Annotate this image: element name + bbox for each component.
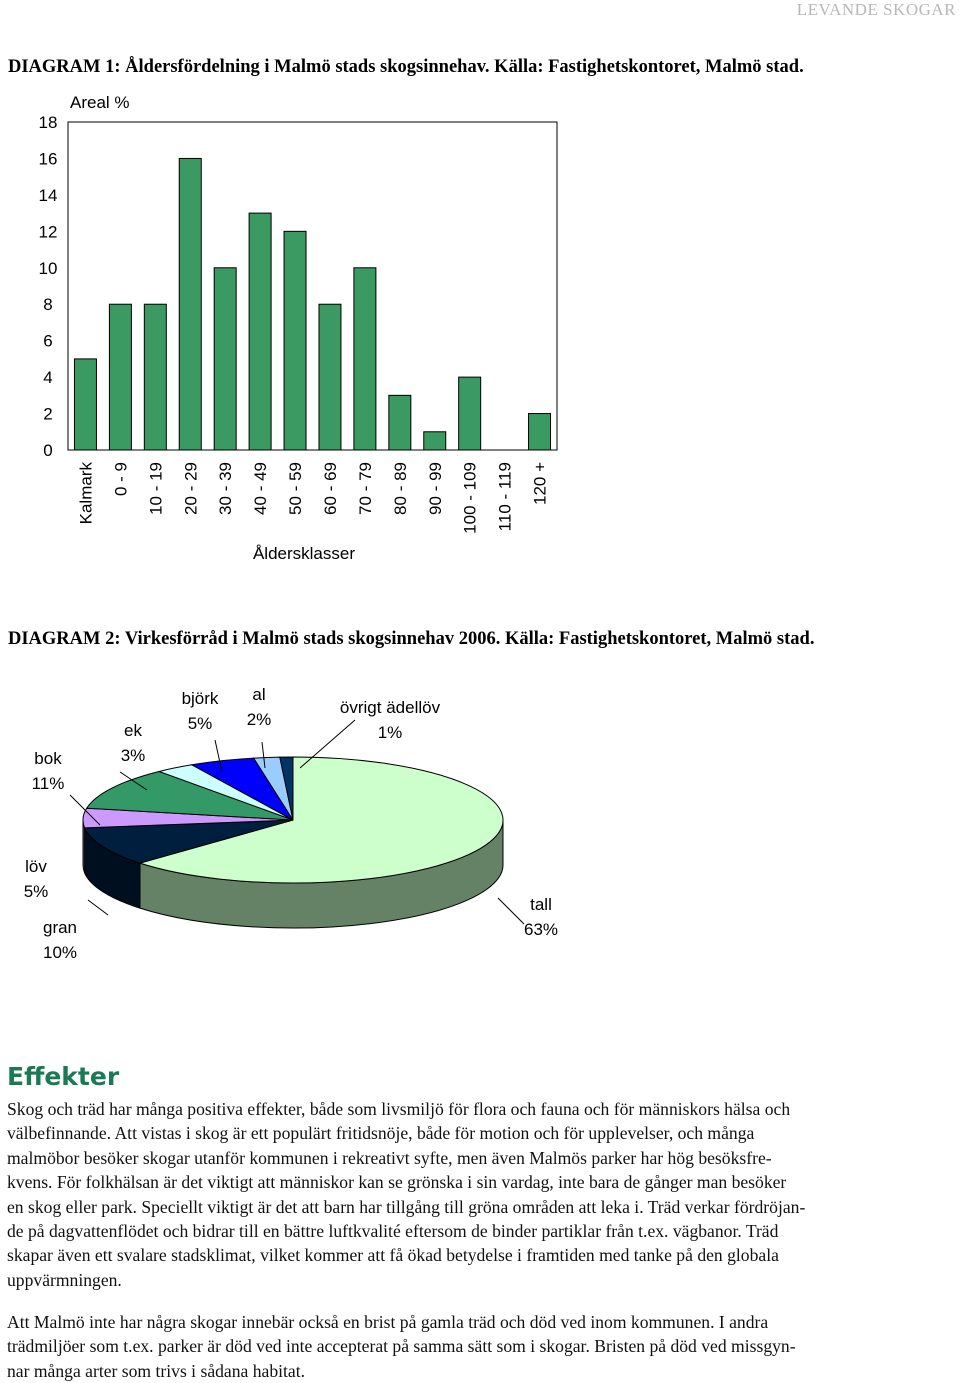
y-tick-label: 0 xyxy=(43,441,53,460)
bar-10 xyxy=(424,432,446,450)
x-tick-label: 60 - 69 xyxy=(320,462,340,515)
bar-9 xyxy=(389,395,411,450)
plot-area-frame xyxy=(68,122,557,450)
x-tick-label: Kalmark xyxy=(76,462,96,525)
x-tick-label: 110 - 119 xyxy=(495,462,515,532)
bar-6 xyxy=(284,231,306,450)
pie-label-pct: 10% xyxy=(42,943,78,962)
paragraph-line: en skog eller park. Speciellt viktigt är det att barn har tillgång till gröna områden att leka i. Träd verkar fördröjan- xyxy=(7,1196,806,1217)
y-tick-label: 16 xyxy=(38,149,58,169)
bar-0 xyxy=(74,359,96,450)
timber-stock-pie-chart xyxy=(0,670,960,1000)
pie-label-pct: 3% xyxy=(120,746,146,765)
x-tick-label: 90 - 99 xyxy=(425,462,445,515)
x-axis-label: Åldersklasser xyxy=(252,544,356,563)
paragraph-2 xyxy=(7,1310,953,1383)
x-tick-label: 50 - 59 xyxy=(286,462,306,515)
bar-1 xyxy=(109,304,131,450)
paragraph-1 xyxy=(7,1097,953,1292)
paragraph-line: Skog och träd har många positiva effekter, både som livsmiljö för flora och fauna och för människors hälsa och xyxy=(7,1099,791,1119)
leader-line xyxy=(88,900,108,915)
bar-13 xyxy=(529,414,551,450)
bar-3 xyxy=(179,158,201,450)
pie-label-name: al xyxy=(252,685,266,704)
pie-label-name: övrigt ädellöv xyxy=(339,698,441,717)
paragraph-line: nar många arter som trivs i sådana habitat. xyxy=(7,1360,306,1381)
pie-label-pct: 5% xyxy=(187,714,213,733)
x-tick-label: 70 - 79 xyxy=(355,462,375,515)
bar-8 xyxy=(354,268,376,450)
paragraph-line: skapar även ett svalare stadsklimat, vilket kommer att få ökad betydelse i framtiden med tanke på den globala xyxy=(7,1245,779,1266)
x-tick-label: 0 - 9 xyxy=(111,462,131,497)
bar-7 xyxy=(319,304,341,450)
pie-label-name: bok xyxy=(34,749,62,768)
paragraph-line: trädmiljöer som t.ex. parker är död ved inte accepterat på samma sätt som i skogar. Bristen på död ved missgyn- xyxy=(7,1336,796,1357)
paragraph-line: de på dagvattenflödet och bidrar till en bättre luftkvalité eftersom de binder partiklar från t.ex. vägbanor. Träd xyxy=(7,1221,779,1242)
age-distribution-bar-chart xyxy=(0,0,960,600)
x-tick-label: 40 - 49 xyxy=(251,462,271,515)
bar-2 xyxy=(144,304,166,450)
pie-label-pct: 5% xyxy=(23,882,49,901)
y-tick-label: 6 xyxy=(43,331,53,351)
x-tick-label: 20 - 29 xyxy=(181,462,201,515)
bar-4 xyxy=(214,268,236,450)
paragraph-line: uppvärmningen. xyxy=(7,1269,122,1290)
running-header: LEVANDE SKOGAR xyxy=(796,0,956,19)
paragraph-line: Att Malmö inte har några skogar innebär också en brist på gamla träd och död ved inom kommunen. I andra xyxy=(7,1312,769,1332)
pie-label-pct: 63% xyxy=(523,920,559,939)
paragraph-line: malmöbor besöker skogar utanför kommunen i rekreativt syfte, men även Malmös parker har hög besöksfre- xyxy=(7,1147,772,1168)
pie-label-name: gran xyxy=(42,918,78,937)
leader-line xyxy=(498,898,524,924)
y-tick-label: 14 xyxy=(38,185,58,205)
pie-label-pct: 2% xyxy=(246,710,272,729)
x-tick-label: 30 - 39 xyxy=(216,462,236,515)
pie-label-pct: 1% xyxy=(377,723,403,742)
x-tick-label: 100 - 109 xyxy=(460,462,480,534)
y-tick-label: 2 xyxy=(43,404,53,424)
y-tick-label: 4 xyxy=(43,368,53,388)
diagram2-title: DIAGRAM 2: Virkesförråd i Malmö stads skogsinnehav 2006. Källa: Fastighetskontoret, Malmö stad. xyxy=(8,629,815,649)
bar-11 xyxy=(459,377,481,450)
paragraph-line: kvens. För folkhälsan är det viktigt att människor kan se grönska i sin vardag, inte bara de gånger man besöker xyxy=(7,1172,787,1193)
y-tick-label: 10 xyxy=(38,258,58,278)
paragraph-line: välbefinnande. Att vistas i skog är ett populärt fritidsnöje, både för motion och för upplevelser, och många xyxy=(7,1123,755,1144)
pie-label-name: tall xyxy=(530,895,552,914)
x-tick-label: 80 - 89 xyxy=(390,462,410,515)
section-heading: Effekter xyxy=(7,1062,120,1091)
y-axis-label: Areal % xyxy=(70,93,130,112)
y-tick-label: 12 xyxy=(38,222,58,242)
x-tick-label: 120 + xyxy=(530,462,550,506)
pie-label-name: ek xyxy=(124,721,142,740)
pie-label-name: löv xyxy=(25,857,47,876)
diagram1-title: DIAGRAM 1: Åldersfördelning i Malmö stads skogsinnehav. Källa: Fastighetskontoret, Malmö stad. xyxy=(8,57,804,77)
x-tick-label: 10 - 19 xyxy=(146,462,166,515)
y-tick-label: 8 xyxy=(43,295,53,315)
bar-5 xyxy=(249,213,271,450)
pie-label-pct: 11% xyxy=(31,774,65,793)
y-tick-label: 18 xyxy=(38,113,58,132)
pie-label-name: björk xyxy=(181,689,219,708)
